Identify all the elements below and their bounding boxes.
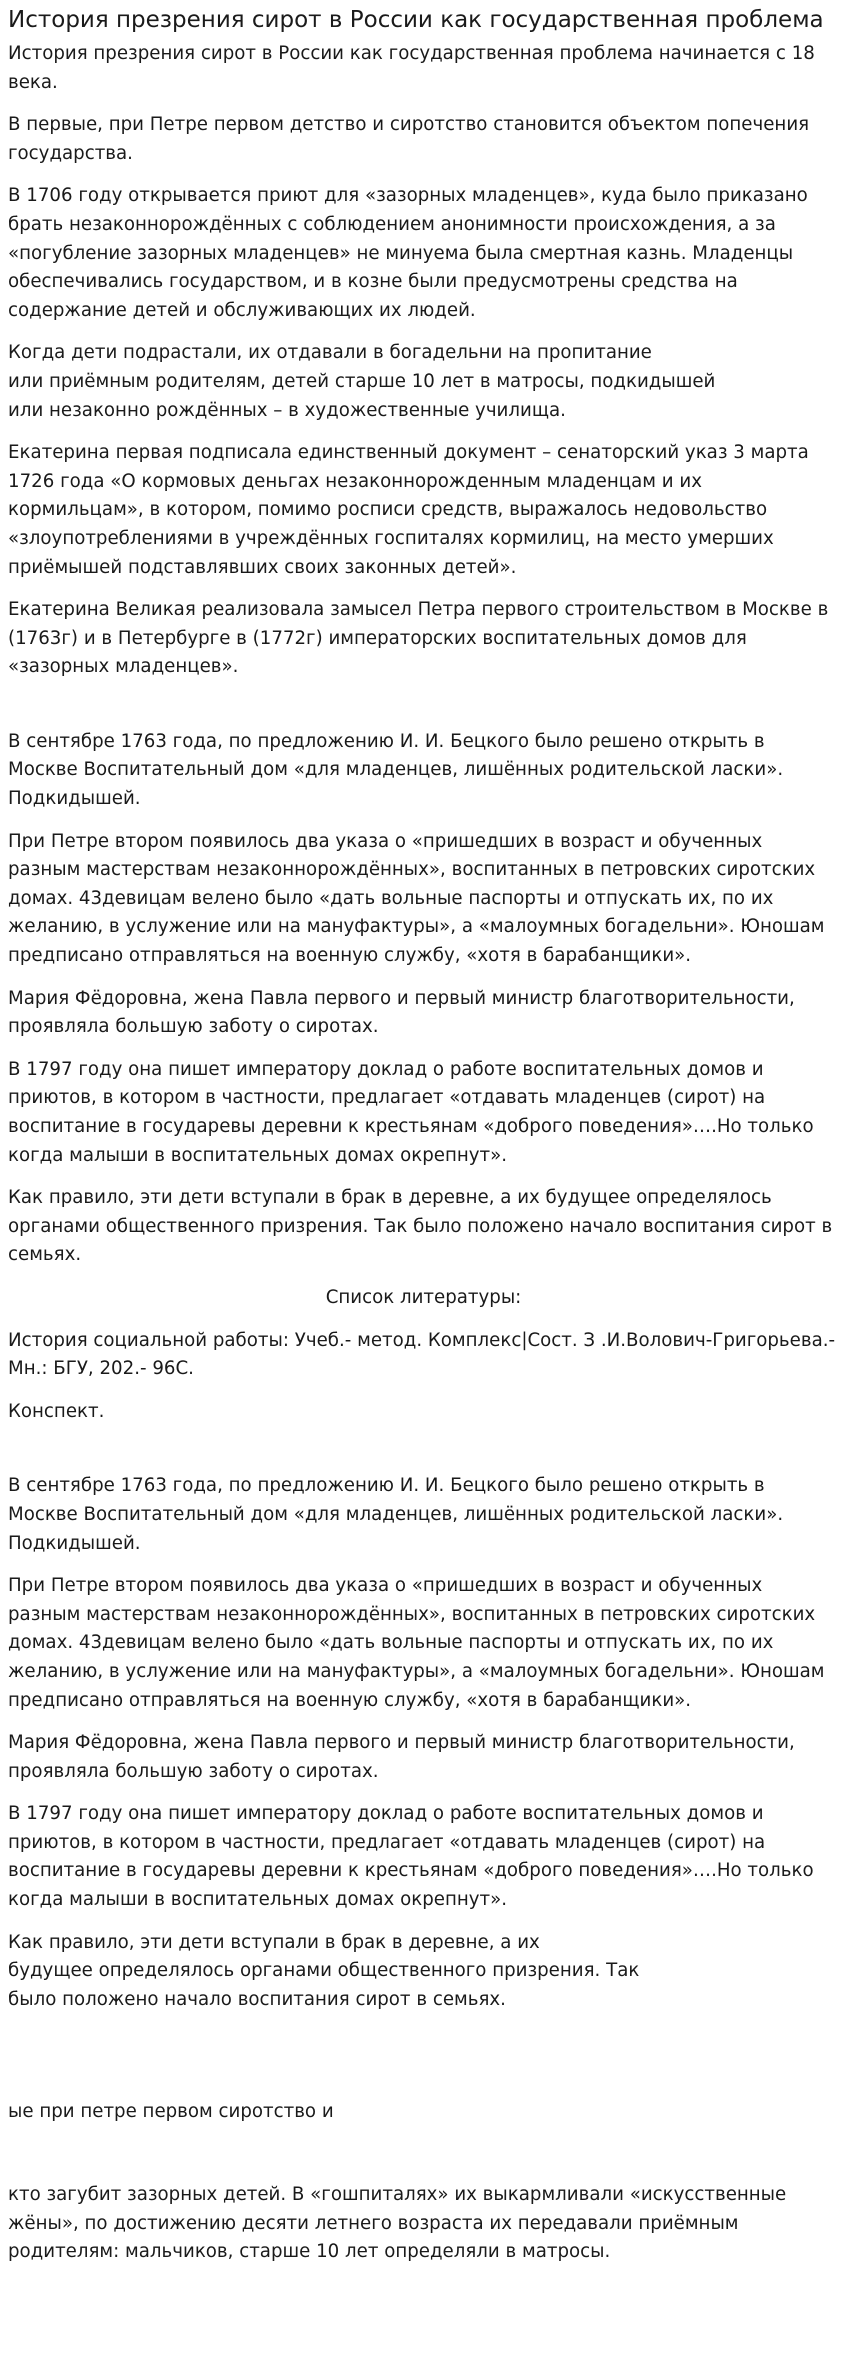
paragraph: В сентябре 1763 года, по предложению И. И. Бецкого было решено открыть в Москве Воспитательный дом «для младенцев, лишённых родительской ласки». Подкидышей. bbox=[8, 1475, 784, 1554]
paragraph: Екатерина Великая реализовала замысел Петра первого строительством в Москве в (1763г) и в Петербурге в (1772г) императорских воспитательных домов для «зазорных младенцев». bbox=[8, 599, 829, 678]
paragraph: Список литературы: bbox=[325, 1286, 522, 1308]
paragraph: В 1797 году она пишет императору доклад о работе воспитательных домов и приютов, в котором в частности, предлагает «отдавать младенцев (сирот) на воспитание в государевы деревни к крестьянам «доброго поведения»….Но только когда малыши в воспитательных домах окрепнут». bbox=[8, 1058, 814, 1166]
spacer bbox=[8, 1440, 839, 1472]
document-body bbox=[8, 40, 839, 2267]
paragraph: Мария Фёдоровна, жена Павла первого и первый министр благотворительности, проявляла большую заботу о сиротах. bbox=[8, 1732, 795, 1782]
paragraph: В первые, при Петре первом детство и сиротство становится объектом попечения государства. bbox=[8, 114, 810, 164]
paragraph: кто загубит зазорных детей. В «гошпиталях» их выкармливали «искусственные жёны», по достижению десяти летнего возраста их передавали приёмным родителям: мальчиков, старше 10 лет определяли в матросы. bbox=[8, 2184, 787, 2263]
paragraph: Конспект. bbox=[8, 1400, 105, 1422]
paragraph: Мария Фёдоровна, жена Павла первого и первый министр благотворительности, проявляла большую заботу о сиротах. bbox=[8, 987, 795, 1038]
paragraph: Екатерина первая подписала единственный документ – сенаторский указ 3 марта 1726 года «О кормовых деньгах незаконнорожденным младенцам и их кормильцам», в котором, помимо росписи средств, выражалось недовольство «злоупотреблениями в учреждённых госпиталях кормилиц, на место умерших приёмышей подставлявших своих законных детей». bbox=[8, 442, 809, 578]
paragraph: История презрения сирот в России как государственная проблема начинается с 18 века. bbox=[8, 43, 815, 93]
paragraph: В 1706 году открывается приют для «зазорных младенцев», куда было приказано брать незаконнорождённых с соблюдением анонимности происхождения, а за «погубление зазорных младенцев» не минуема была смертная казнь. Младенцы обеспечивались государством, и в козне были предусмотрены средства на содержание детей и обслуживающих их людей. bbox=[8, 185, 808, 321]
paragraph: Как правило, эти дети вступали в брак в деревне, а их будущее определялось органами общественного призрения. Так было положено начало воспитания сирот в семьях. bbox=[8, 1931, 640, 2010]
paragraph: ые при петре первом сиротство и bbox=[8, 2101, 334, 2123]
spacer bbox=[8, 696, 839, 728]
paragraph: История социальной работы: Учеб.- метод. Комплекс|Сост. З .И.Волович-Григорьева.- Мн.: БГУ, 202.- 96С. bbox=[8, 1329, 836, 1380]
paragraph: Когда дети подрастали, их отдавали в богадельни на пропитание или приёмным родителям, детей старше 10 лет в матросы, подкидышей или незаконно рождённых – в художественные училища. bbox=[8, 342, 716, 421]
paragraph: В 1797 году она пишет императору доклад о работе воспитательных домов и приютов, в котором в частности, предлагает «отдавать младенцев (сирот) на воспитание в государевы деревни к крестьянам «доброго поведения»….Но только когда малыши в воспитательных домах окрепнут». bbox=[8, 1803, 814, 1911]
spacer bbox=[8, 2028, 839, 2098]
spacer bbox=[8, 2141, 839, 2181]
paragraph: При Петре втором появилось два указа о «пришедших в возраст и обученных разным мастерствам незаконнорождённых», воспитанных в петровских сиротских домах. 43девицам велено было «дать вольные паспорты и отпускать их, по их желанию, в услужение или на мануфактуры», а «малоумных богадельни». Юношам предписано отправляться на военную службу, «хотя в барабанщики». bbox=[8, 1575, 825, 1711]
page-title: История презрения сирот в России как государственная проблема bbox=[8, 7, 824, 33]
paragraph: При Петре втором появилось два указа о «пришедших в возраст и обученных разным мастерствам незаконнорождённых», воспитанных в петровских сиротских домах. 43девицам велено было «дать вольные паспорты и отпускать их, по их желанию, в услужение или на мануфактуры», а «малоумных богадельни». Юношам предписано отправляться на военную службу, «хотя в барабанщики». bbox=[8, 830, 825, 967]
paragraph: В сентябре 1763 года, по предложению И. И. Бецкого было решено открыть в Москве Воспитательный дом «для младенцев, лишённых родительской ласки». Подкидышей. bbox=[8, 730, 784, 810]
paragraph: Как правило, эти дети вступали в брак в деревне, а их будущее определялось органами общественного призрения. Так было положено начало воспитания сирот в семьях. bbox=[8, 1187, 833, 1266]
